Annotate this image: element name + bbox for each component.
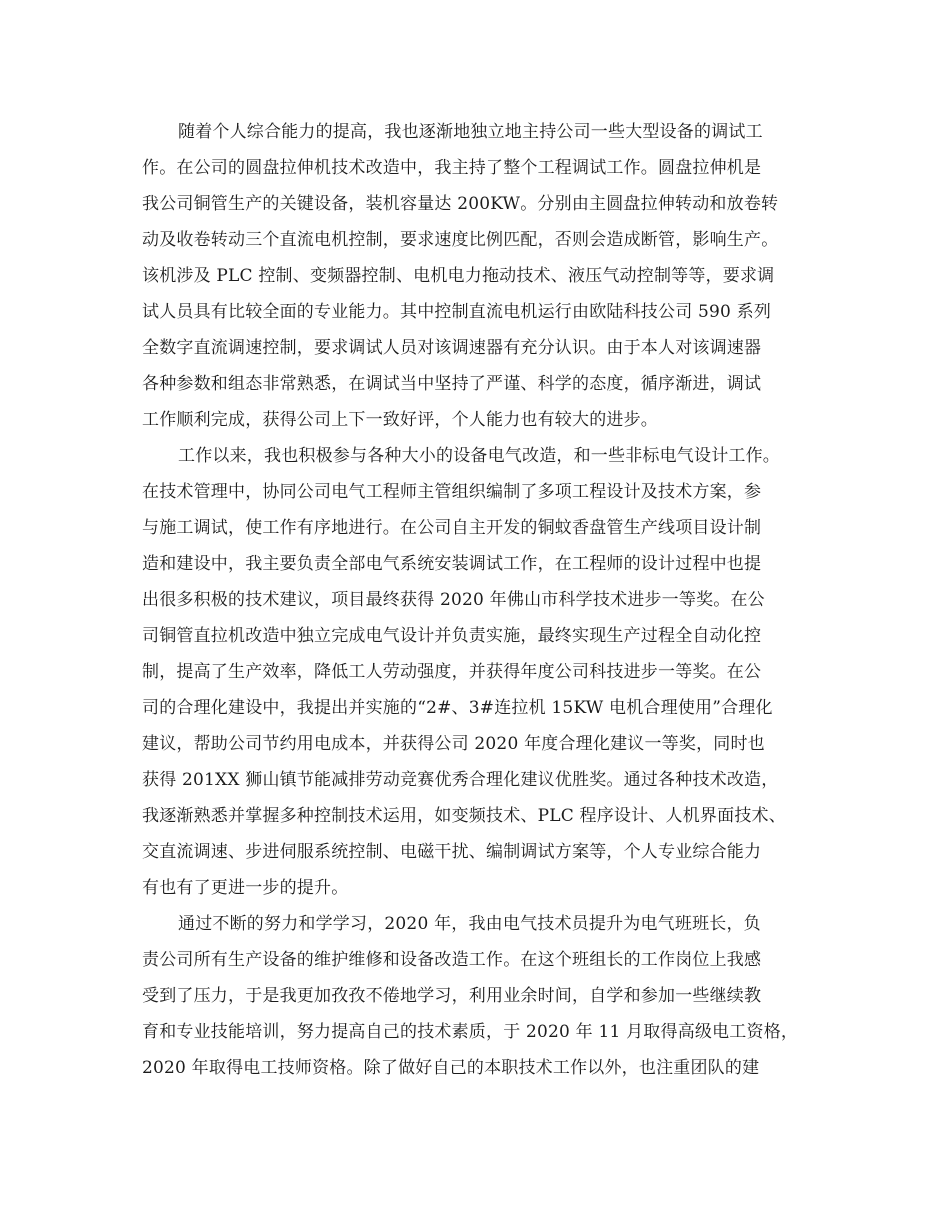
body-text-line: 育和专业技能培训，努力提高自己的技术素质，于 2020 年 11 月取得高级电工资格， <box>142 1022 799 1042</box>
body-text-line: 造和建设中，我主要负责全部电气系统安装调试工作，在工程师的设计过程中也提 <box>142 554 762 574</box>
body-text-line: 司铜管直拉机改造中独立完成电气设计并负责实施，最终实现生产过程全自动化控 <box>142 626 762 646</box>
body-text-line: 责公司所有生产设备的维护维修和设备改造工作。在这个班组长的工作岗位上我感 <box>142 950 762 970</box>
body-text-line: 我逐渐熟悉并掌握多种控制技术运用，如变频技术、PLC 程序设计、人机界面技术、 <box>142 806 786 826</box>
body-text-line: 试人员具有比较全面的专业能力。其中控制直流电机运行由欧陆科技公司 590 系列 <box>142 302 772 322</box>
body-text-line: 在技术管理中，协同公司电气工程师主管组织编制了多项工程设计及技术方案，参 <box>142 482 762 502</box>
body-text-line: 制，提高了生产效率，降低工人劳动强度，并获得年度公司科技进步一等奖。在公 <box>142 662 762 682</box>
body-text-line: 司的合理化建设中，我提出并实施的“2#、3#连拉机 15KW 电机合理使用”合理化 <box>142 698 773 718</box>
body-text-line: 与施工调试，使工作有序地进行。在公司自主开发的铜蚊香盘管生产线项目设计制 <box>142 518 762 538</box>
body-text-line: 出很多积极的技术建议，项目最终获得 2020 年佛山市科学技术进步一等奖。在公 <box>142 590 765 610</box>
body-text-line: 获得 201XX 狮山镇节能减排劳动竞赛优秀合理化建议优胜奖。通过各种技术改造， <box>142 770 779 790</box>
body-text-line: 作。在公司的圆盘拉伸机技术改造中，我主持了整个工程调试工作。圆盘拉伸机是 <box>142 158 762 178</box>
body-text-line: 全数字直流调速控制，要求调试人员对该调速器有充分认识。由于本人对该调速器 <box>142 338 762 358</box>
body-text-line: 有也有了更进一步的提升。 <box>142 878 349 898</box>
body-text-line: 工作以来，我也积极参与各种大小的设备电气改造，和一些非标电气设计工作。 <box>178 446 780 466</box>
body-text-line: 建议，帮助公司节约用电成本，并获得公司 2020 年度合理化建议一等奖，同时也 <box>142 734 765 754</box>
body-text-line: 受到了压力，于是我更加孜孜不倦地学习，利用业余时间，自学和参加一些继续教 <box>142 986 762 1006</box>
body-text-line: 各种参数和组态非常熟悉，在调试当中坚持了严谨、科学的态度，循序渐进，调试 <box>142 374 762 394</box>
body-text-line: 随着个人综合能力的提高，我也逐渐地独立地主持公司一些大型设备的调试工 <box>178 122 763 142</box>
body-text-line: 通过不断的努力和学学习，2020 年，我由电气技术员提升为电气班班长，负 <box>178 914 761 934</box>
body-text-line: 该机涉及 PLC 控制、变频器控制、电机电力拖动技术、液压气动控制等等，要求调 <box>142 266 775 286</box>
body-text-line: 工作顺利完成，获得公司上下一致好评，个人能力也有较大的进步。 <box>142 410 658 430</box>
body-text-line: 2020 年取得电工技师资格。除了做好自己的本职技术工作以外，也注重团队的建 <box>142 1058 760 1078</box>
body-text-line: 动及收卷转动三个直流电机控制，要求速度比例匹配，否则会造成断管，影响生产。 <box>142 230 779 250</box>
body-text-line: 我公司铜管生产的关键设备，装机容量达 200KW。分别由主圆盘拉伸转动和放卷转 <box>142 194 779 214</box>
body-text-line: 交直流调速、步进伺服系统控制、电磁干扰、编制调试方案等，个人专业综合能力 <box>142 842 762 862</box>
